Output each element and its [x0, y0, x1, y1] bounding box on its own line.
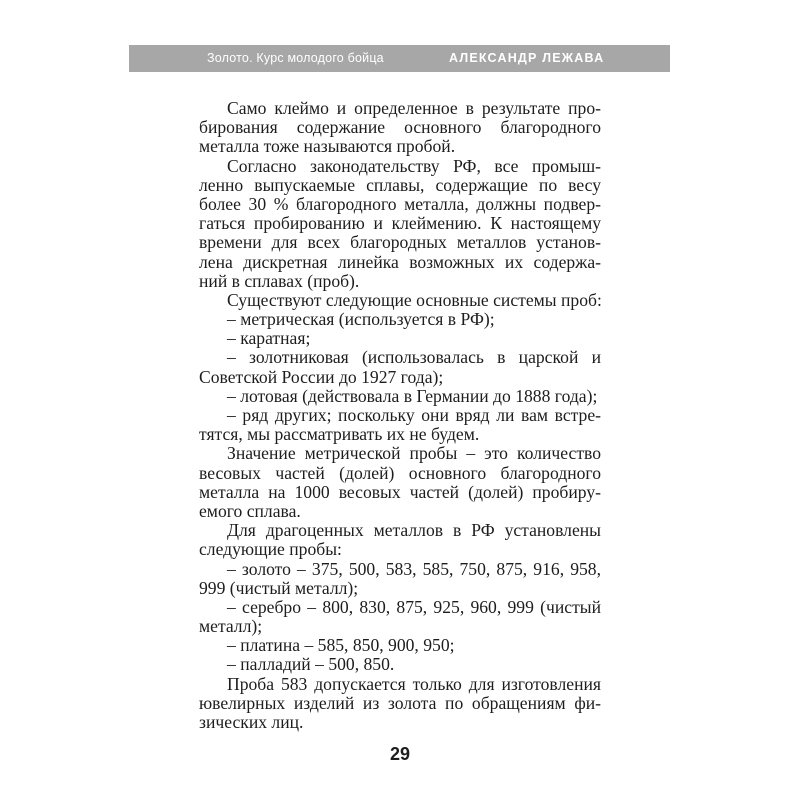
text-line: тятся, мы рассматривать их не будем. — [199, 424, 480, 445]
text-line: следующие пробы: — [199, 539, 342, 560]
text-line: металла на 1000 весовых частей (долей) пробиру- — [199, 481, 601, 502]
text-line: Согласно законодательству РФ, все промыш- — [227, 155, 601, 176]
text-line: – палладий – 500, 850. — [227, 654, 395, 675]
text-line: более 30 % благородного металла, должны подвер- — [199, 193, 601, 214]
text-line: металл); — [199, 616, 263, 637]
author-name: АЛЕКСАНДР ЛЕЖАВА — [449, 51, 605, 65]
text-line: весовых частей (долей) основного благородного — [199, 462, 601, 483]
text-line: металла тоже называются пробой. — [199, 136, 456, 157]
text-line: лена дискретная линейка возможных их содержа- — [199, 251, 601, 272]
text-line: Значение метрической пробы – это количество — [227, 443, 601, 464]
text-line: – метрическая (используется в РФ); — [227, 309, 495, 330]
text-line: гаться пробированию и клеймению. К настоящему — [199, 213, 601, 234]
text-line: Советской России до 1927 года); — [199, 366, 444, 387]
text-line: – серебро – 800, 830, 875, 925, 960, 999 (чистый — [227, 596, 601, 617]
text-line: ний в сплавах (проб). — [199, 270, 360, 291]
text-line: 999 (чистый металл); — [199, 577, 359, 598]
text-line: емого сплава. — [199, 500, 301, 521]
text-line: Существуют следующие основные системы проб: — [227, 289, 602, 310]
running-header — [129, 45, 670, 72]
book-title: Золото. Курс молодого бойца — [207, 51, 384, 65]
text-line: ювелирных изделий из золота по обращениям фи- — [199, 692, 601, 713]
text-line: – золото – 375, 500, 583, 585, 750, 875, 916, 958, — [227, 558, 601, 579]
body-text — [199, 99, 601, 732]
text-line: зических лиц. — [199, 712, 304, 732]
text-line: – лотовая (действовала в Германии до 1888 года); — [227, 385, 598, 406]
text-line: Для драгоценных металлов в РФ установлены — [227, 520, 601, 541]
text-line: – каратная; — [227, 328, 311, 349]
page-number: 29 — [389, 744, 411, 764]
text-line: – золотниковая (использовалась в царской и — [227, 347, 601, 368]
text-line: – ряд других; поскольку они вряд ли вам встре- — [227, 405, 601, 425]
text-line: времени для всех благородных металлов установ- — [199, 232, 601, 253]
text-line: Само клеймо и определенное в результате про- — [227, 98, 601, 118]
text-line: ленно выпускаемые сплавы, содержащие по весу — [199, 174, 601, 195]
text-line: Проба 583 допускается только для изготовления — [227, 673, 601, 694]
text-line: – платина – 585, 850, 900, 950; — [227, 635, 455, 656]
text-line: бирования содержание основного благородного — [199, 117, 601, 138]
